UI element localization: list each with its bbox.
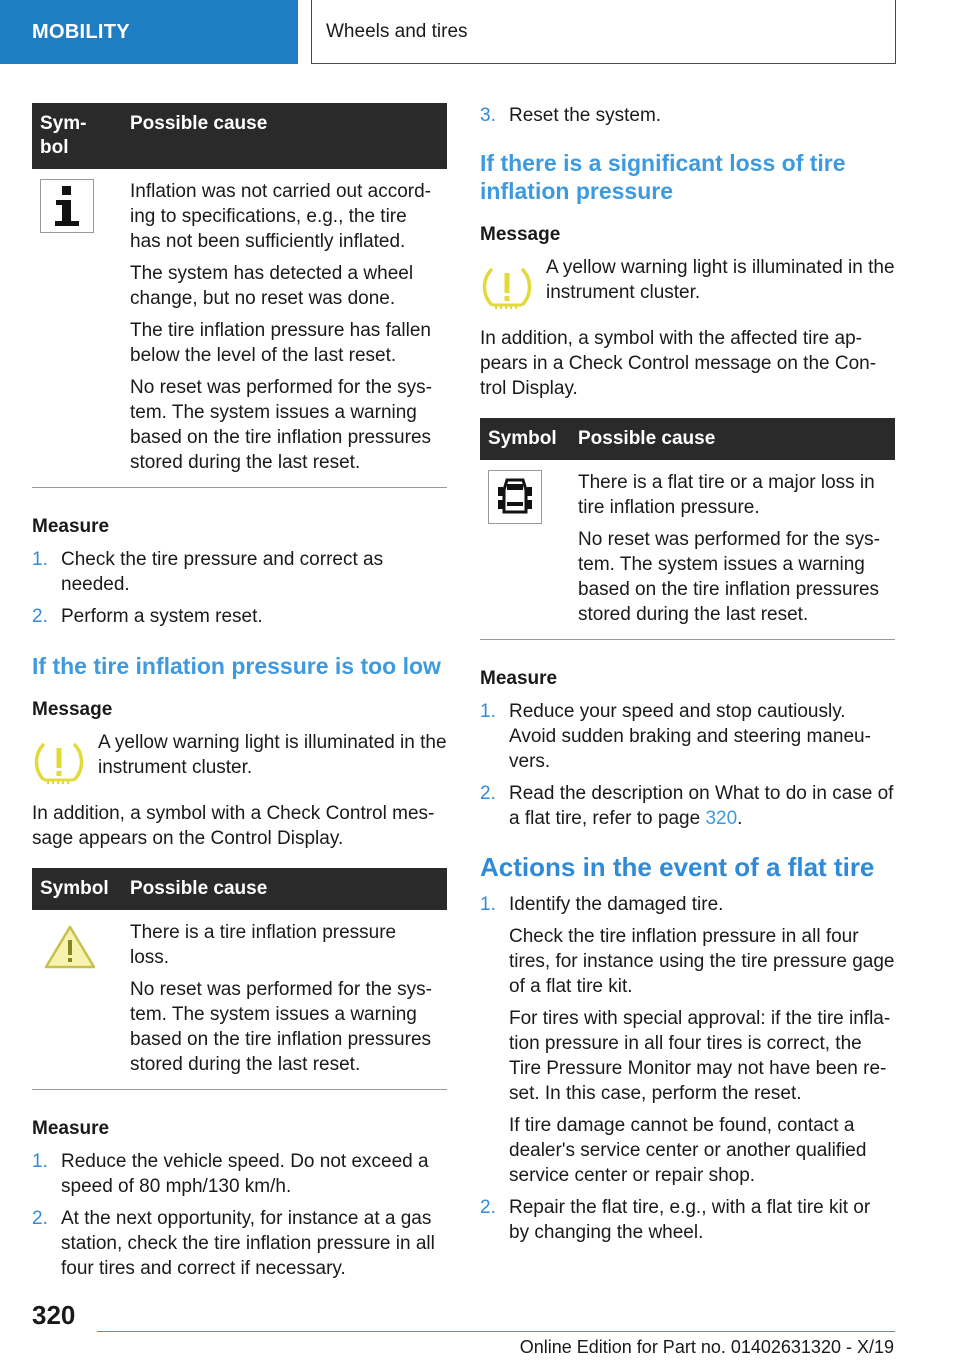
section-heading-main: Actions in the event of a flat tire (480, 852, 875, 882)
left-column (32, 103, 447, 1288)
cause-text: No reset was performed for the sys-tem. The system issues a warning based on the tire inflation pressures stored during the last reset. (130, 979, 432, 1075)
cause-text: There is a tire inflation pressure loss. (130, 922, 397, 968)
cause-text: The tire inflation pressure has fallen below the level of the last reset. (130, 320, 431, 366)
paragraph: In addition, a symbol with a Check Control mes-sage appears on the Control Display. (32, 803, 435, 849)
step-text: Identify the damaged tire. (509, 894, 724, 915)
chapter-title: Wheels and tires (311, 0, 896, 64)
cause-text: No reset was performed for the sys-tem. The system issues a warning based on the tire inflation pressures stored during the last reset. (130, 377, 432, 473)
cause-cell (570, 460, 895, 640)
list-item: 2. Perform a system reset. (32, 606, 263, 627)
page-link[interactable]: 320 (705, 808, 738, 829)
message-row (32, 730, 447, 791)
table-header-cause: Possible cause (570, 418, 895, 460)
table-header-symbol: Symbol (480, 418, 570, 460)
list-item: 3. Reset the system. (480, 105, 662, 126)
cause-cell (122, 169, 447, 488)
cause-text: The system has detected a wheel change, but no reset was done. (130, 263, 414, 309)
list-item: 1. Reduce your speed and stop cautiously. Avoid sudden braking and steering maneu-vers. (480, 701, 871, 772)
tire-pressure-warning-icon (32, 740, 86, 786)
message-row (480, 255, 895, 316)
message-heading: Message (480, 224, 561, 245)
message-heading: Message (32, 699, 113, 720)
step-number: 2. (32, 606, 48, 627)
list-item: 1. Reduce the vehicle speed. Do not exceed a speed of 80 mph/130 km/h. (32, 1151, 429, 1197)
list-item (480, 892, 895, 1188)
table-header-symbol: Sym- bol (32, 103, 122, 169)
flat-tire-steps (480, 892, 895, 1245)
step-number: 3. (480, 105, 496, 126)
measure-steps (32, 1149, 447, 1281)
cause-text: There is a flat tire or a major loss in tire inflation pressure. (578, 472, 875, 518)
cause-table-flat (480, 418, 895, 640)
table-header-cause: Possible cause (122, 103, 447, 169)
section-heading: If there is a significant loss of tire inflation pressure (480, 150, 846, 204)
list-item: 2. At the next opportunity, for instance at a gas station, check the tire inflation pressure in all four tires and correct if necessary. (32, 1208, 435, 1279)
cause-cell (122, 910, 447, 1090)
measure-heading: Measure (32, 516, 110, 537)
warning-triangle-icon (40, 920, 100, 974)
tire-pressure-warning-icon (480, 265, 534, 311)
step-number: 2. (480, 783, 496, 804)
continued-steps (480, 103, 895, 128)
step-text: If tire damage cannot be found, contact a dealer's service center or another qualified service center or repair shop. (509, 1115, 867, 1186)
list-item: 1. Check the tire pressure and correct as needed. (32, 549, 384, 595)
list-item: 2. Repair the flat tire, e.g., with a flat tire kit or by changing the wheel. (480, 1197, 871, 1243)
footer-divider (97, 1331, 895, 1332)
step-number: 2. (32, 1208, 48, 1229)
list-item: 2. Read the description on What to do in case of a flat tire, refer to page 320. (480, 783, 894, 829)
step-text: Check the tire inflation pressure in all four tires, for instance using the tire pressure gage of a flat tire kit. (509, 926, 895, 997)
cause-table-warning (32, 868, 447, 1090)
step-number: 1. (32, 549, 48, 570)
edition-text: Online Edition for Part no. 01402631320 - X/19 (519, 1337, 894, 1357)
message-text: A yellow warning light is illuminated in the instrument cluster. (98, 732, 447, 778)
paragraph: In addition, a symbol with the affected tire ap-pears in a Check Control message on the Con-trol Display. (480, 328, 877, 399)
cause-text: No reset was performed for the sys-tem. The system issues a warning based on the tire inflation pressures stored during the last reset. (578, 529, 880, 625)
cause-text: Inflation was not carried out accord-ing to specifications, e.g., the tire has not been sufficiently inflated. (130, 181, 431, 252)
step-number: 1. (32, 1151, 48, 1172)
table-header-cause: Possible cause (122, 868, 447, 910)
right-column (480, 103, 895, 1252)
measure-heading: Measure (480, 668, 558, 689)
step-text: For tires with special approval: if the tire infla-tion pressure in all four tires is correct, the Tire Pressure Monitor may not have been re-set. In this case, perform the reset. (509, 1008, 891, 1104)
cause-table-info (32, 103, 447, 488)
step-number: 2. (480, 1197, 496, 1218)
measure-steps (32, 547, 447, 629)
measure-heading: Measure (32, 1118, 110, 1139)
car-tire-icon (488, 470, 542, 524)
section-heading: If the tire inflation pressure is too low (32, 653, 441, 679)
section-tab: MOBILITY (0, 0, 298, 64)
step-number: 1. (480, 894, 496, 915)
table-header-symbol: Symbol (32, 868, 122, 910)
info-icon (40, 179, 94, 233)
message-text: A yellow warning light is illuminated in the instrument cluster. (546, 257, 895, 303)
step-number: 1. (480, 701, 496, 722)
page-number: 320 (32, 1300, 76, 1330)
measure-steps (480, 699, 895, 831)
